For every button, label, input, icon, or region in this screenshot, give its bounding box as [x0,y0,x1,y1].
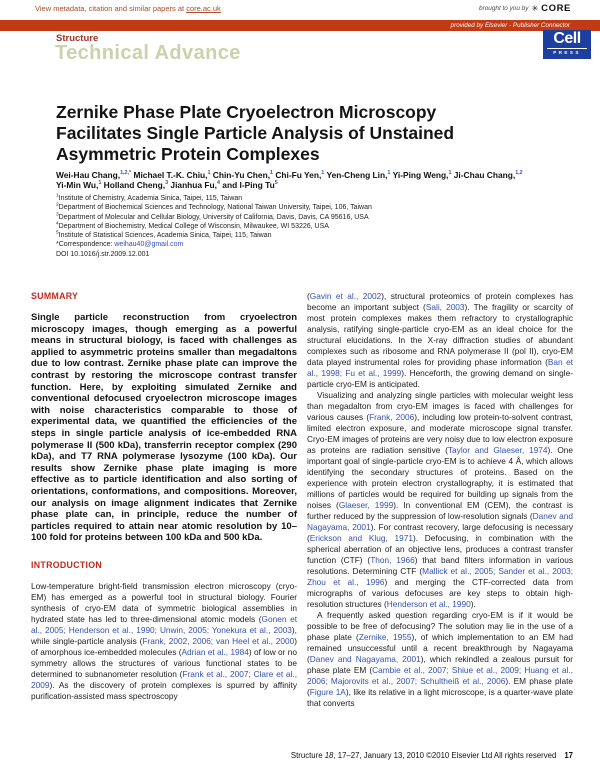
affiliation-ref: 3 [165,180,169,187]
citation-link[interactable]: Henderson et al., 1990 [386,599,471,609]
affiliations-block [56,194,576,259]
right-column [307,291,573,709]
citation-link[interactable]: Glaeser, 1999 [338,500,394,510]
summary-heading: SUMMARY [31,291,79,301]
affiliation-ref: 1 [387,170,391,177]
citation-link[interactable]: Cambie et al., 2007; Shiue et al., 2009; Huang et al., 2006; Majorovits et al., 2007; Schultheiß et al., 2006 [307,665,573,686]
brought-to-you-by-label: brought to you by [479,5,529,12]
intro-paragraph: Low-temperature bright-field transmission electron microscopy (cryo-EM) has emerged as a powerful tool in structural biology. Fourier synthesis of cryo-EM data of symmetric biological assemblies in hydrated state has led to three-dimensional atomic models (Gonen et al., 2005; Henderson et al., 1990; Unwin, 2005; Yonekura et al., 2003), while single-particle analysis (Frank, 2002, 2006; van Heel et al., 2000) of amorphous ice-embedded molecules (Adrian et al., 1984) of low or no symmetry allows the structures of various functional states to be determined to subnanometer resolution (Frank et al., 2007; Clare et al., 2009). As the discovery of protein complexes is spurred by affinity purification-assisted mass spectroscopy [31,580,298,701]
core-metadata-link[interactable]: View metadata, citation and similar papers at core.ac.uk [35,4,221,13]
affiliation-line: $^3$Department of Molecular and Cellular Biology, University of California, Davis, Davis, CA 95616, USA [56,212,369,221]
affiliation-marker: 5 [56,230,59,236]
author-list [56,170,556,190]
introduction-heading: INTRODUCTION [31,559,103,570]
affiliation-ref: 1 [98,180,102,187]
citation-link[interactable]: weihau40@gmail.com [114,241,184,249]
article-title-line: Facilitates Single Particle Analysis of Unstained [56,123,455,143]
citation-link[interactable]: Zernike, 1955 [358,632,412,642]
citation-link[interactable]: Erickson and Klug, 1971 [309,533,413,543]
citation-link[interactable]: Gonen et al., 2005; Henderson et al., 1990; Unwin, 2005; Yonekura et al., 2003 [31,613,298,635]
body-paragraph: A frequently asked question regarding cryo-EM is if it would be possible to be free of defocusing? The solution may lie in the use of a phase plate (Zernike, 1955), of which implementation to an EM had remained unsuccessful until a recent breakthrough by Nagayama (Danev and Nagayama, 2001), which rekindled a zealous pursuit for phase plate EM (Cambie et al., 2007; Shiue et al., 2009; Huang et al., 2006; Majorovits et al., 2007; Schultheiß et al., 2006). EM phase plate (Figure 1A), like its relative in a light microscope, is a quarter-wave plate that converts [307,610,574,708]
affiliation-ref: 4 [216,180,220,187]
citation-link[interactable]: Frank et al., 2007; Clare et al., 2009 [31,668,297,690]
citation-link[interactable]: Frank, 2002, 2006; van Heel et al., 2000 [142,635,295,646]
citation-link[interactable]: Danev and Nagayama, 2001 [307,511,573,532]
affiliation-ref: 1 [321,170,325,177]
citation-link[interactable]: Sali, 2003 [425,302,465,312]
affiliation-marker: 1 [56,193,59,199]
affiliation-line: $^2$Department of Biochemical Sciences and Technology, National Taiwan University, Taipei, 106, Taiwan [56,202,372,212]
affiliation-ref: 1 [207,170,211,177]
citation-link[interactable]: Ban et al., 1998; Fu et al., 1999 [307,357,573,378]
article-title [56,102,454,165]
affiliation-line: $^1$Institute of Chemistry, Academia Sinica, Taipei, 115, Taiwan [56,193,243,202]
citation-link[interactable]: Frank, 2006 [369,412,415,422]
summary-text: Single particle reconstruction from cryoelectron microscopy images, though emerging as a powerful means in structural biology, is faced with challenges as applied to asymmetric proteins smaller than megadaltons due to low contrast. Zernike phase plate can improve the contrast by restoring the microscope contrast transfer function. Here, by exploiting simulated Zernike and conventional defocused cryoelectron microscope images with noise characteristics comparable to those of experimental data, we quantified the efficiencies of the steps in single particle analysis of ice-embedded RNA polymerase II (500 kDa), transferrin receptor complex (290 kDa), and T7 RNA polymerase lysozyme (100 kDa). Our results show Zernike phase plate imaging is more effective as to particle identification and also sorting of orientations, conformations, and compositions. Moreover, our analysis on image alignment indicates that Zernike phase plate can, in principle, reduce the number of particles required to attain near atomic resolution by 10–100 fold for proteins between 100 kDa and 500 kDa. [31,312,297,544]
journal-name: Structure [56,33,99,44]
doi-line: DOI 10.1016/j.str.2009.12.001 [56,250,150,258]
article-title-line: Asymmetric Protein Complexes [56,144,320,164]
affiliation-line: $^5$Institute of Statistical Sciences, Academia Sinica, Taipei, 115, Taiwan [56,230,272,240]
body-columns [31,291,573,709]
affiliation-ref: 1 [448,170,452,177]
affiliation-line: $^4$Department of Biochemistry, Medical College of Wisconsin, Milwaukee, WI 53226, USA [56,221,329,230]
affiliation-ref: 1 [270,170,274,177]
affiliation-marker: 3 [56,212,59,218]
article-type-heading: Technical Advance [55,42,241,64]
citation-link[interactable]: Gavin et al., 2002 [309,291,382,301]
citation-link[interactable]: Mallick et al., 2005; Sander et al., 2003; Zhou et al., 1996 [307,566,573,587]
article-title-line: Zernike Phase Plate Cryoelectron Microscopy [56,102,437,122]
core-logo-text: CORE [541,3,571,14]
cell-press-logo[interactable] [543,30,591,59]
inline-link[interactable]: core.ac.uk [186,4,221,13]
correspondence-line: *Correspondence: weihau40@gmail.com [56,241,184,249]
citation-link[interactable]: Adrian et al., 1984 [181,646,249,657]
body-paragraph: Visualizing and analyzing single particles with molecular weight less than megadalton from cryo-EM images is faced with challenges for various causes (Frank, 2006), including low protein-to-solvent contrast, limited electron exposure, and moderate microscope signal transfer. Cryo-EM images of proteins are very noisy due to low electron exposure as proteins are radiation sensitive (Taylor and Glaeser, 1974). One important goal of single-particle cryo-EM is to achieve 4 Å, which allows identifying the secondary structures of proteins. Based on the experience with protein electron crystallography, it is estimated that millions of particles would be required for building up signals from the noises (Glaeser, 1999). In conventional EM (CEM), the contrast is further reduced by the suppression of low-resolution signals (Danev and Nagayama, 2001). For contrast recovery, large defocusing is necessary (Erickson and Klug, 1971). Defocusing, in combination with the spherical aberration of an objective lens, produces a contrast transfer function (CTF) (Thon, 1966) that band filters information in various resolutions. Determining CTF (Mallick et al., 2005; Sander et al., 2003; Zhou et al., 1996) and merging the CTF-corrected data from micrographs of various defocuses are key steps to obtain high-resolution structures (Henderson et al., 1990). [307,390,574,609]
provided-by-label: provided by Elsevier - Publisher Connector [450,22,570,29]
core-brand[interactable] [479,3,571,14]
cell-logo-subtitle: PRESS [547,48,587,55]
affiliation-marker: 4 [56,221,59,227]
core-logo-icon: ✳ [531,3,539,13]
citation-link[interactable]: Taylor and Glaeser, 1974 [447,445,548,455]
citation-link[interactable]: Figure 1A [309,687,346,697]
page-number: 17 [564,751,573,760]
citation-link[interactable]: Thon, 1966 [370,555,415,565]
affiliation-ref: 1,2,* [120,170,132,177]
publisher-banner-bar [0,20,600,31]
author-line: Yi-Min Wu,$^1$ Holland Cheng,$^3$ Jianhua Fu,$^4$ and I-Ping Tu$^5$ [56,180,278,190]
citation-link[interactable]: Danev and Nagayama, 2001 [309,654,421,664]
page-footer: Structure 18, 17–27, January 13, 2010 ©2010 Elsevier Ltd All rights reserved 17 [290,751,573,760]
affiliation-ref: 1,2 [515,170,523,177]
affiliation-marker: 2 [56,202,59,208]
left-column [31,291,297,709]
author-line: Wei-Hau Chang,$^{1,2,*}$ Michael T.-K. Chiu,$^1$ Chin-Yu Chen,$^1$ Chi-Fu Yen,$^1$ Yen-Cheng Lin,$^1$ Yi-Ping Weng,$^1$ Ji-Chau Chang,$^{1,2}$ [56,170,523,180]
cell-logo-title: Cell [553,30,581,47]
body-paragraph: (Gavin et al., 2002), structural proteomics of protein complexes has become an important subject (Sali, 2003). The fragility or scarcity of most protein complexes makes them refractory to crystallographic analysis, ratifying single-particle cryo-EM as an ideal choice for the structural elucidations. In the X-ray diffraction studies of abundant complexes such as ribosome and RNA polymerase II (pol II), cryo-EM data played instrumental roles for providing phase information (Ban et al., 1998; Fu et al., 1999). Henceforth, the growing demand on single-particle cryo-EM is anticipated. [307,291,574,389]
affiliation-ref: 5 [274,180,278,187]
